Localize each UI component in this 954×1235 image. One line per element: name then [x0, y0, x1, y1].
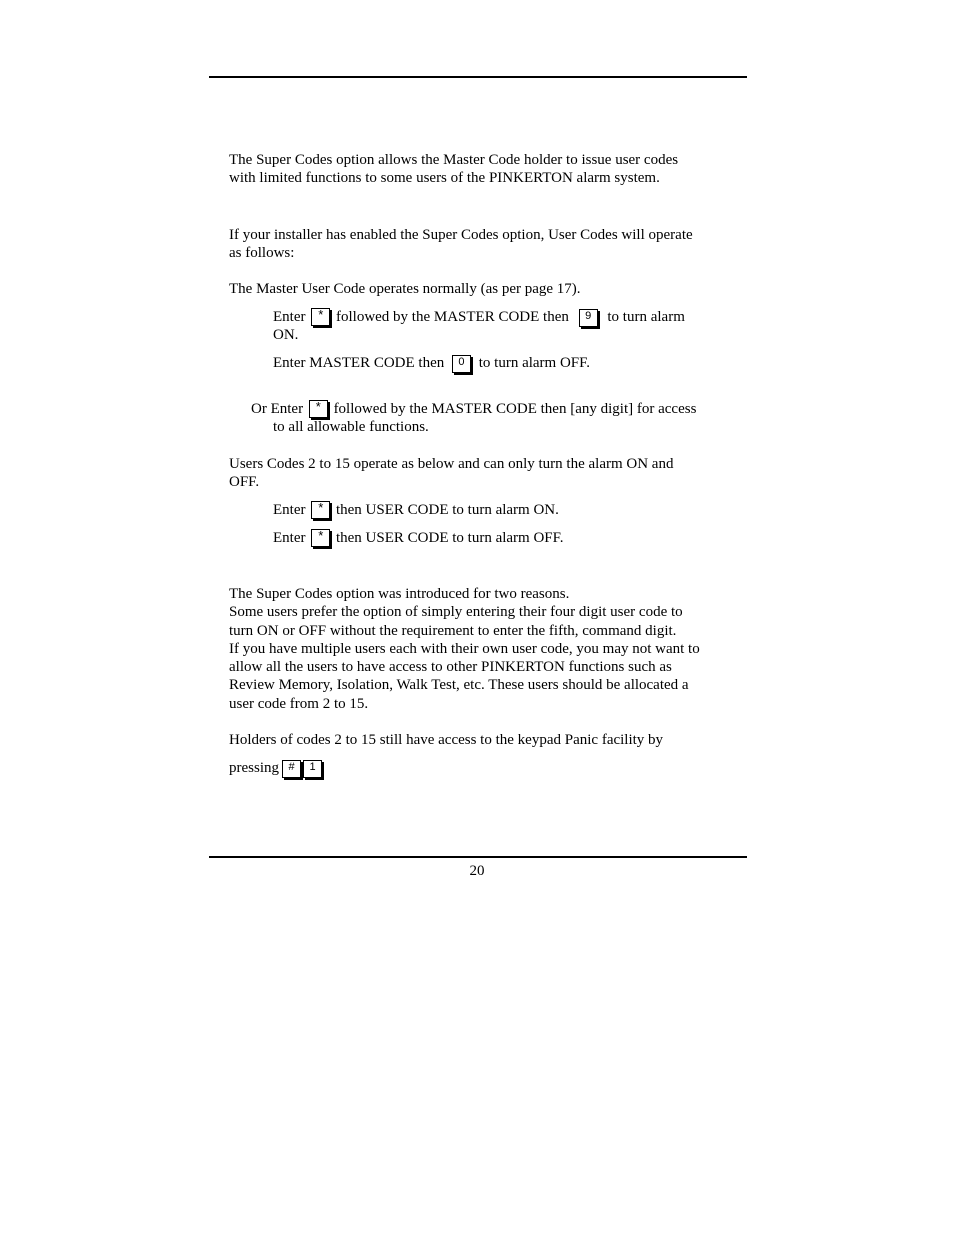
enabled-line-2: as follows: [229, 245, 295, 261]
reasons-line-6: Review Memory, Isolation, Walk Test, etc. These users should be allocated a [229, 677, 689, 693]
users-line-2: OFF. [229, 474, 260, 490]
nine-key-icon: 9 [579, 309, 598, 327]
intro-line-1: The Super Codes option allows the Master Code holder to issue user codes [229, 152, 679, 168]
users-off-enter: Enter [273, 530, 306, 546]
intro-line-2: with limited functions to some users of the PINKERTON alarm system. [229, 170, 660, 186]
one-key-icon: 1 [303, 760, 322, 778]
master-or-line [251, 400, 696, 418]
reasons-line-1: The Super Codes option was introduced for two reasons. [229, 586, 570, 602]
reasons-line-5: allow all the users to have access to other PINKERTON functions such as [229, 659, 672, 675]
users-off-then: then USER CODE to turn alarm OFF. [335, 530, 564, 546]
master-on-followed: followed by the MASTER CODE then [335, 309, 569, 325]
users-line-1: Users Codes 2 to 15 operate as below and can only turn the alarm ON and [229, 456, 674, 472]
panic-line-1: Holders of codes 2 to 15 still have access to the keypad Panic facility by [229, 732, 664, 748]
star-key-icon: * [311, 308, 330, 326]
users-off-line [273, 529, 564, 547]
reasons-line-7: user code from 2 to 15. [229, 696, 369, 712]
master-or-enter: Or Enter [251, 401, 304, 417]
master-off-enter: Enter MASTER CODE then [273, 355, 445, 371]
master-heading: The Master User Code operates normally (as per page 17). [229, 281, 581, 297]
star-key-icon: * [311, 529, 330, 547]
enabled-line-1: If your installer has enabled the Super Codes option, User Codes will operate [229, 227, 693, 243]
master-or-line-2: to all allowable functions. [273, 419, 429, 435]
page-number: 20 [469, 863, 485, 879]
star-key-icon: * [311, 501, 330, 519]
master-on-turn: to turn alarm [607, 309, 685, 325]
panic-pressing: pressing [229, 760, 279, 776]
zero-key-icon: 0 [452, 355, 471, 373]
master-on-line-2: ON. [273, 327, 299, 343]
master-off-line [273, 354, 590, 373]
reasons-line-2: Some users prefer the option of simply entering their four digit user code to [229, 604, 683, 620]
users-on-enter: Enter [273, 502, 306, 518]
footer-rule [209, 856, 747, 858]
master-on-line [273, 308, 685, 327]
panic-line-2 [229, 759, 324, 778]
header-rule [209, 76, 747, 78]
master-off-turn: to turn alarm OFF. [478, 355, 591, 371]
reasons-line-3: turn ON or OFF without the requirement to enter the fifth, command digit. [229, 623, 677, 639]
hash-key-icon: # [282, 760, 301, 778]
master-on-enter: Enter [273, 309, 306, 325]
users-on-line [273, 501, 559, 519]
star-key-icon: * [309, 400, 328, 418]
master-or-followed: followed by the MASTER CODE then [any digit] for access [333, 401, 697, 417]
users-on-then: then USER CODE to turn alarm ON. [335, 502, 559, 518]
reasons-line-4: If you have multiple users each with their own user code, you may not want to [229, 641, 700, 657]
